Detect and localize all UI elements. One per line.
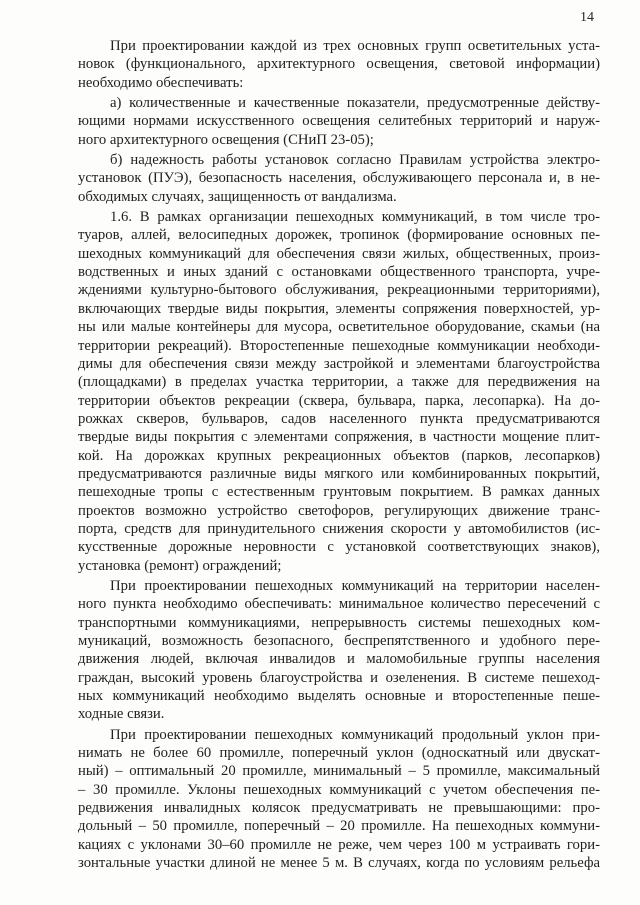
text-line: необходимо обеспечивать: <box>78 74 244 91</box>
text-line: При проектировании пешеходных коммуникаций продольный уклон при- <box>110 726 600 743</box>
text-line: ного архитектурного освещения (СНиП 23-05); <box>78 131 374 148</box>
text-line: установок (ПУЭ), безопасность населения, обслуживающего персонала и, в не- <box>78 170 600 187</box>
text-line: ных коммуникаций необходимо выделять основные и второстепенные пеше- <box>78 688 600 705</box>
page-number: 14 <box>580 10 594 25</box>
text-line: – 30 промилле. Уклоны пешеходных коммуникаций с учетом обеспечения пе- <box>78 781 600 798</box>
text-line: зонтальные участки длиной не менее 5 м. В случаях, когда по условиям рельефа <box>78 855 600 872</box>
text-line: предусматриваются различные виды мягкого или комбинированных покрытий, <box>78 465 600 482</box>
text-line: территории объектов рекреации (сквера, бульвара, парка, лесопарка). На до- <box>78 392 600 409</box>
text-line: шеходных коммуникаций для обеспечения связи жилых, общественных, произ- <box>78 245 600 262</box>
text-line: ного пункта необходимо обеспечивать: минимальное количество пересечений с <box>78 596 600 613</box>
text-line: дольный – 50 промилле, поперечный – 20 промилле. На пешеходных коммуни- <box>78 818 600 835</box>
document-body <box>78 37 600 874</box>
text-line: ный) – оптимальный 20 промилле, минимальный – 5 промилле, максимальный <box>78 763 600 780</box>
text-line: нимать не более 60 промилле, поперечный уклон (односкатный или двускат- <box>78 745 600 762</box>
text-line: водственных и иных зданий с остановками общественного транспорта, учре- <box>78 264 600 281</box>
text-line: ны или малые контейнеры для мусора, осветительное оборудование, скамьи (на <box>78 319 600 336</box>
paragraph-item-a <box>78 94 600 149</box>
text-line: обходимых случаях, защищенность от вандализма. <box>78 188 397 205</box>
text-line: б) надежность работы установок согласно Правилам устройства электро- <box>110 152 600 169</box>
text-line: ходные связи. <box>78 706 165 723</box>
paragraph-section-1-6 <box>78 208 600 575</box>
text-line: редвижения инвалидных колясок предусматривать не превышающими: про- <box>78 800 600 817</box>
text-line: территории рекреаций). Второстепенные пешеходные коммуникации необходи- <box>78 337 600 354</box>
text-line: установка (ремонт) ограждений; <box>78 557 282 574</box>
text-line: рожках скверов, бульваров, садов населенного пункта предусматриваются <box>78 410 600 427</box>
text-line: транспортными коммуникациями, непрерывность системы пешеходных ком- <box>78 614 600 631</box>
text-line: граждан, высокий уровень благоустройства и озеленения. В системе пешеход- <box>78 669 600 686</box>
text-line: туаров, аллей, велосипедных дорожек, тропинок (формирование основных пе- <box>78 227 600 244</box>
text-line: твердые виды покрытия с элементами сопряжения, в частности мощение плит- <box>78 429 600 446</box>
text-line: проектов возможно устройство светофоров, регулирующих движение транс- <box>78 502 600 519</box>
paragraph-intro <box>78 37 600 92</box>
paragraph-slopes <box>78 726 600 873</box>
text-line: кусственные дорожные неровности с установкой соответствующих знаков), <box>78 539 600 556</box>
text-line: кациях с уклонами 30–60 промилле не реже, чем через 100 м устраивать гори- <box>78 836 600 853</box>
text-line: новок (функционального, архитектурного освещения, световой информации) <box>78 56 600 73</box>
text-line: движения людей, включая инвалидов и маломобильные группы населения <box>78 651 600 668</box>
text-line: димы для обеспечения связи между застройкой и элементами благоустройства <box>78 355 600 372</box>
paragraph-pedestrian-requirements <box>78 577 600 724</box>
paragraph-item-b <box>78 151 600 206</box>
text-line: включающих твердые виды покрытия, элементы сопряжения поверхностей, ур- <box>78 300 600 317</box>
text-line: При проектировании пешеходных коммуникаций на территории населен- <box>110 577 600 594</box>
text-line: ющими нормами искусственного освещения селитебных территорий и наруж- <box>78 113 600 130</box>
text-line: (площадками) в пределах участка территории, а также для передвижения на <box>78 374 600 391</box>
text-line: При проектировании каждой из трех основных групп осветительных уста- <box>110 38 600 54</box>
text-line: порта, средств для принудительного снижения скорости у автомобилистов (ис- <box>78 520 600 537</box>
text-line: пешеходные тропы с естественным грунтовым покрытием. В рамках данных <box>78 484 600 501</box>
text-line: 1.6. В рамках организации пешеходных коммуникаций, в том числе тро- <box>110 209 600 226</box>
text-line: а) количественные и качественные показатели, предусмотренные действу- <box>110 95 600 112</box>
text-line: муникаций, возможность безопасного, беспрепятственного и удобного пере- <box>78 633 600 649</box>
text-line: кой. На дорожках крупных рекреационных объектов (парков, лесопарков) <box>78 447 600 464</box>
text-line: ждениями культурно-бытового обслуживания, рекреационными территориями), <box>78 282 600 299</box>
